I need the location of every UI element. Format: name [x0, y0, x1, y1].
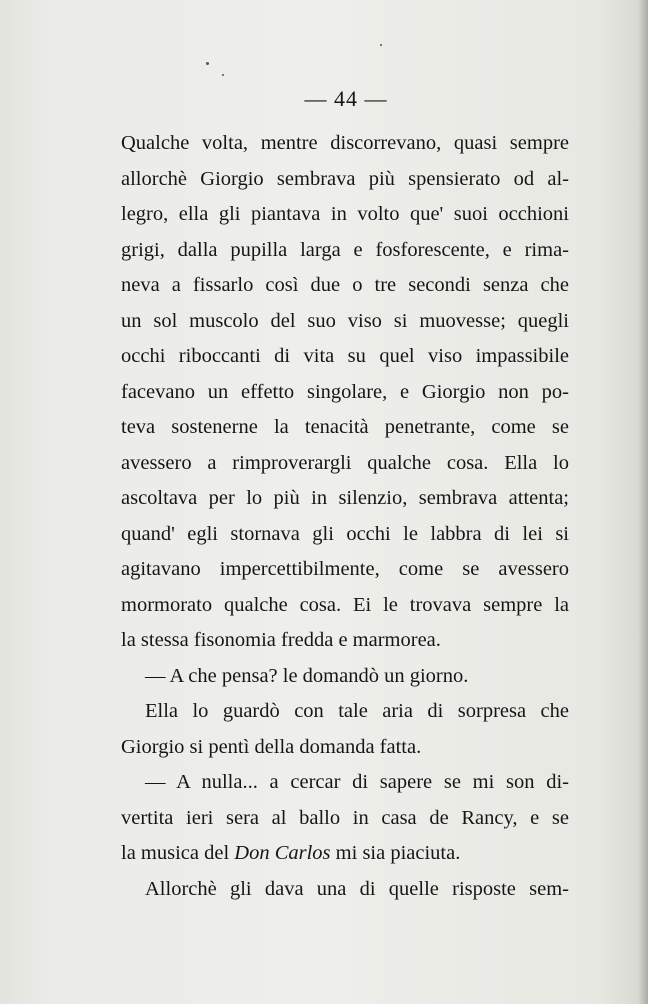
text-run: mi sia piaciuta. [330, 842, 461, 864]
text-line: facevano un effetto singolare, e Giorgio non po- [121, 380, 569, 403]
text-line: allorchè Giorgio sembrava più spensierato od al- [121, 167, 569, 190]
text-line: Qualche volta, mentre discorrevano, quasi sempre [121, 132, 569, 154]
page-number: — 44 — [304, 86, 388, 111]
paper-speck [380, 44, 382, 46]
text-line: vertita ieri sera al ballo in casa de Rancy, e se [121, 806, 569, 829]
text-run: la musica del [121, 842, 235, 864]
text-line: Allorchè gli dava una di quelle risposte sem- [145, 877, 569, 900]
text-line: teva sostenerne la tenacità penetrante, come se [121, 416, 569, 438]
text-line-with-title [121, 836, 569, 872]
text-line: occhi riboccanti di vita su quel viso impassibile [121, 345, 569, 367]
text-line: grigi, dalla pupilla larga e fosforescente, e rima- [121, 238, 569, 261]
text-line: — A nulla... a cercar di sapere se mi son di- [145, 771, 569, 793]
paper-speck [206, 62, 209, 65]
paper-speck [222, 74, 224, 76]
page-edge-shadow [638, 0, 648, 1004]
text-line: un sol muscolo del suo viso si muovesse; quegli [121, 309, 569, 332]
body-text [121, 126, 569, 907]
text-line: Giorgio si pentì della domanda fatta. [121, 735, 422, 758]
text-line: ascoltava per lo più in silenzio, sembrava attenta; [121, 487, 569, 509]
text-line: legro, ella gli piantava in volto que' suoi occhioni [121, 203, 569, 225]
text-line: avessero a rimproverargli qualche cosa. Ella lo [121, 451, 569, 474]
text-line: — A che pensa? le domandò un giorno. [145, 664, 469, 687]
text-line: agitavano impercettibilmente, come se avessero [121, 558, 569, 580]
text-line: mormorato qualche cosa. Ei le trovava sempre la [121, 593, 569, 616]
opera-title: Don Carlos [234, 842, 331, 864]
text-line: quand' egli stornava gli occhi le labbra di lei si [121, 522, 569, 545]
text-line: Ella lo guardò con tale aria di sorpresa che [145, 700, 569, 722]
text-line: la stessa fisonomia fredda e marmorea. [121, 629, 441, 651]
text-line: neva a fissarlo così due o tre secondi senza che [121, 274, 569, 296]
